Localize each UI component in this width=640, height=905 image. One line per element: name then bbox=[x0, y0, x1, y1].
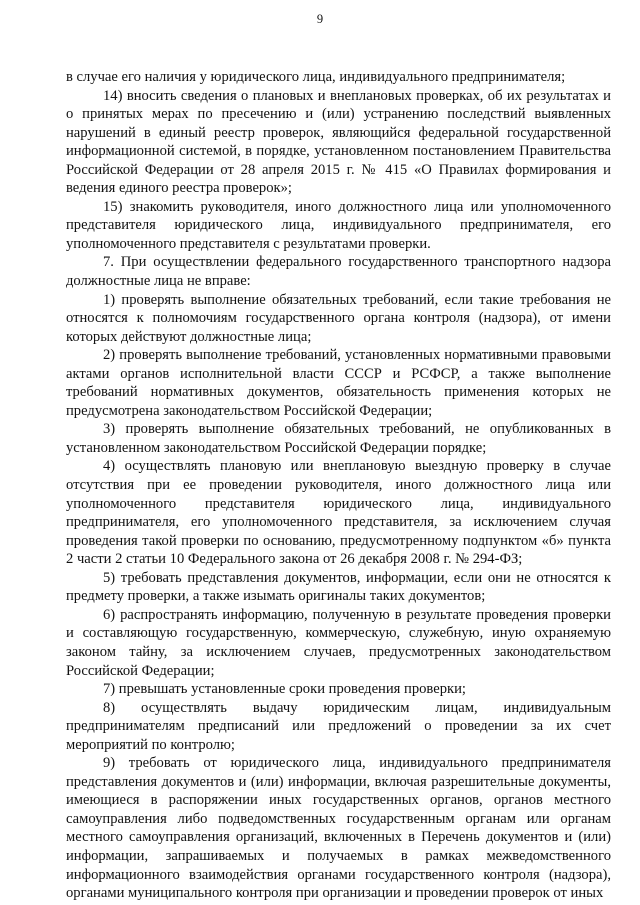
paragraph-section-7: 7. При осуществлении федерального государственного транспортного надзора должностные лица не вправе: bbox=[66, 254, 611, 290]
paragraph-item-2: 2) проверять выполнение требований, установленных нормативными правовыми актами органов исполнительной власти СССР и РСФСР, а также выполнение требований нормативных документов, обязательность применения которых не предусмотрена законодательством Российской Федерации; bbox=[66, 347, 611, 419]
paragraph-item-8: 8) осуществлять выдачу юридическим лицам, индивидуальным предпринимателям предписаний или предложений о проведении за их счет мероприятий по контролю; bbox=[66, 699, 611, 753]
paragraph-item-9: 9) требовать от юридического лица, индивидуального предпринимателя представления документов и (или) информации, включая разрешительные документы, имеющиеся в распоряжении иных государственных органов, органов местного самоуправления либо подведомственных государственным органам или органам местного самоуправления организаций, включенных в Перечень документов и (или) информации, запрашиваемых и получаемых в рамках межведомственного информационного взаимодействия органами государственного контроля (надзора), органами муниципального контроля при организации и проведении проверок от иных bbox=[66, 755, 611, 902]
paragraph-item-15: 15) знакомить руководителя, иного должностного лица или уполномоченного представителя юридического лица, индивидуального предпринимателя, его уполномоченного представителя с результатами проверки. bbox=[66, 198, 611, 252]
paragraph-item-14: 14) вносить сведения о плановых и внеплановых проверках, об их результатах и о принятых мерах по пресечению и (или) устранению последствий выявленных нарушений в единый реестр проверок, являющийся федеральной государственной информационной системой, в порядке, установленном постановлением Правительства Российской Федерации от 28 апреля 2015 г. № 415 «О Правилах формирования и ведения единого реестра проверок»; bbox=[66, 87, 611, 197]
paragraph-item-6: 6) распространять информацию, полученную в результате проведения проверки и составляющую государственную, коммерческую, служебную, иную охраняемую законом тайну, за исключением случаев, предусмотренных законодательством Российской Федерации; bbox=[66, 606, 611, 679]
paragraph-item-5: 5) требовать представления документов, информации, если они не относятся к предмету проверки, а также изымать оригиналы таких документов; bbox=[66, 569, 611, 605]
paragraph-item-3: 3) проверять выполнение обязательных требований, не опубликованных в установленном законодательством Российской Федерации порядке; bbox=[66, 421, 611, 456]
page-number: 9 bbox=[316, 12, 324, 26]
paragraph-continuation: в случае его наличия у юридического лица, индивидуального предпринимателя; bbox=[66, 69, 566, 85]
paragraph-item-1: 1) проверять выполнение обязательных требований, если такие требования не относятся к полномочиям государственного органа контроля (надзора), от имени которых действуют должностные лица; bbox=[66, 291, 611, 345]
document-body bbox=[66, 68, 611, 903]
paragraph-item-4: 4) осуществлять плановую или внеплановую выездную проверку в случае отсутствия при ее проведении руководителя, иного должностного лица или уполномоченного представителя юридического лица, индивидуального предпринимателя, его уполномоченного представителя, за исключением случая проведения такой проверки по основанию, предусмотренному подпунктом «б» пункта 2 части 2 статьи 10 Федерального закона от 26 декабря 2008 г. № 294-ФЗ; bbox=[66, 458, 611, 568]
paragraph-item-7: 7) превышать установленные сроки проведения проверки; bbox=[103, 681, 466, 698]
